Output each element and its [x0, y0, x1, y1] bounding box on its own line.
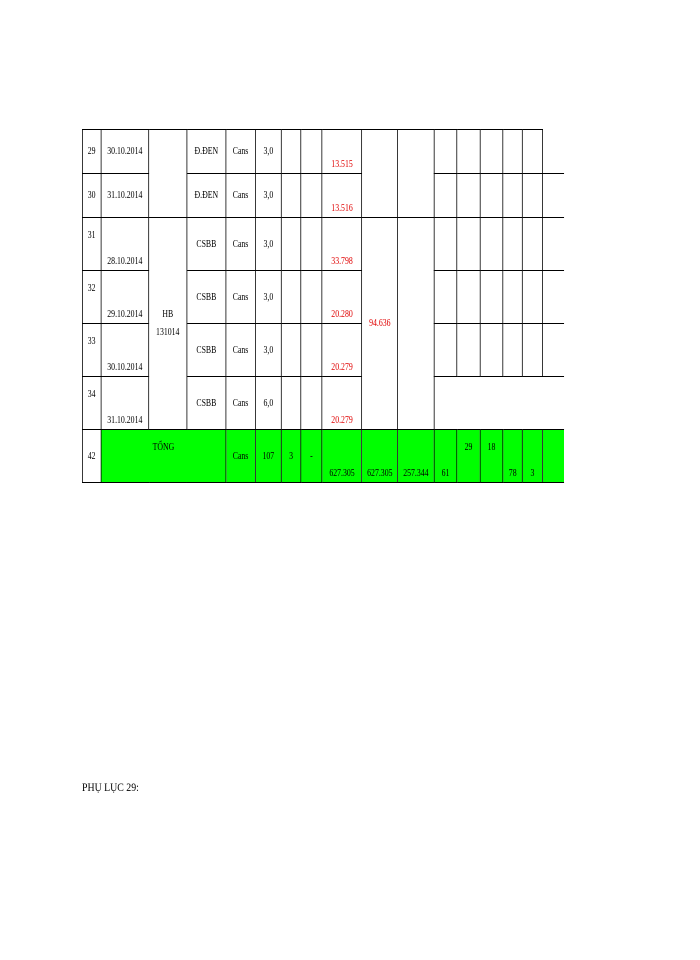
row-qty: 3,0 — [255, 174, 281, 218]
empty-cell — [282, 130, 301, 174]
empty-cell — [522, 271, 542, 324]
total-unit: Cans — [226, 430, 255, 483]
empty-cell — [522, 174, 542, 218]
empty-cell — [457, 218, 480, 271]
total-col7: 3 — [282, 430, 301, 483]
empty-cell — [434, 377, 457, 430]
row-qty: 3,0 — [255, 130, 281, 174]
empty-cell — [522, 324, 542, 377]
total-label: TỔNG — [101, 430, 226, 483]
total-col11: 257.344 — [398, 430, 434, 483]
empty-cell — [543, 377, 565, 430]
batch-cell — [149, 130, 187, 218]
row-amount: 13.515 — [322, 130, 362, 174]
row-unit: Cans — [226, 324, 255, 377]
row-number: 33 — [82, 324, 101, 377]
empty-cell — [522, 130, 542, 174]
row-unit: Cans — [226, 174, 255, 218]
row-amount: 13.516 — [322, 174, 362, 218]
row-date: 30.10.2014 — [101, 324, 149, 377]
table-row — [82, 218, 564, 271]
total-col10: 627.305 — [362, 430, 398, 483]
row-product: CSBB — [187, 377, 226, 430]
table-row — [82, 130, 564, 174]
empty-cell — [503, 218, 523, 271]
empty-cell — [503, 130, 523, 174]
empty-cell — [301, 377, 323, 430]
empty-cell — [457, 324, 480, 377]
row-amount: 20.279 — [322, 324, 362, 377]
total-col15: 78 — [503, 430, 523, 483]
row-date: 31.10.2014 — [101, 377, 149, 430]
empty-cell — [522, 377, 542, 430]
row-number: 30 — [82, 174, 101, 218]
row-unit: Cans — [226, 218, 255, 271]
row-qty: 3,0 — [255, 218, 281, 271]
row-product: CSBB — [187, 218, 226, 271]
row-amount: 33.798 — [322, 218, 362, 271]
row-unit: Cans — [226, 130, 255, 174]
empty-cell — [457, 271, 480, 324]
empty-cell — [282, 218, 301, 271]
row-date: 31.10.2014 — [101, 174, 149, 218]
empty-cell — [480, 174, 503, 218]
total-col16: 3 — [522, 430, 542, 483]
empty-cell — [434, 324, 457, 377]
empty-cell — [503, 271, 523, 324]
empty-cell — [543, 174, 565, 218]
empty-cell — [282, 377, 301, 430]
row-product: Đ.ĐEN — [187, 174, 226, 218]
empty-cell — [543, 324, 565, 377]
total-col8: - — [301, 430, 323, 483]
empty-cell — [301, 218, 323, 271]
empty-cell — [301, 174, 323, 218]
empty-cell — [457, 130, 480, 174]
row-qty: 6,0 — [255, 377, 281, 430]
empty-cell — [503, 377, 523, 430]
empty-cell — [543, 430, 565, 483]
empty-cell — [301, 324, 323, 377]
empty-cell — [434, 218, 457, 271]
row-date: 30.10.2014 — [101, 130, 149, 174]
total-qty: 107 — [255, 430, 281, 483]
total-col13: 29 — [457, 430, 480, 483]
batch-subtotal: 94.636 — [362, 218, 398, 430]
row-date: 29.10.2014 — [101, 271, 149, 324]
row-number: 34 — [82, 377, 101, 430]
empty-cell — [301, 271, 323, 324]
row-unit: Cans — [226, 377, 255, 430]
total-col14: 18 — [480, 430, 503, 483]
row-unit: Cans — [226, 271, 255, 324]
empty-cell — [480, 377, 503, 430]
row-number: 31 — [82, 218, 101, 271]
empty-cell — [282, 174, 301, 218]
data-table — [82, 129, 564, 483]
row-product: CSBB — [187, 324, 226, 377]
empty-cell — [480, 324, 503, 377]
empty-cell — [480, 271, 503, 324]
empty-cell — [457, 174, 480, 218]
empty-cell — [522, 218, 542, 271]
empty-cell — [543, 130, 565, 174]
row-amount: 20.280 — [322, 271, 362, 324]
empty-cell — [282, 271, 301, 324]
empty-cell — [543, 218, 565, 271]
empty-cell — [398, 130, 434, 218]
row-number: 29 — [82, 130, 101, 174]
empty-cell — [434, 130, 457, 174]
empty-cell — [480, 218, 503, 271]
empty-cell — [282, 324, 301, 377]
empty-cell — [457, 377, 480, 430]
appendix-label: PHỤ LỤC 29: — [82, 780, 139, 794]
batch-label: HB 131014 — [149, 218, 187, 430]
row-qty: 3,0 — [255, 324, 281, 377]
empty-cell — [398, 218, 434, 430]
empty-cell — [434, 271, 457, 324]
empty-cell — [503, 174, 523, 218]
row-product: CSBB — [187, 271, 226, 324]
empty-cell — [503, 324, 523, 377]
row-date: 28.10.2014 — [101, 218, 149, 271]
row-qty: 3,0 — [255, 271, 281, 324]
empty-cell — [480, 130, 503, 174]
subtotal-cell — [362, 130, 398, 218]
total-number: 42 — [82, 430, 101, 483]
empty-cell — [543, 271, 565, 324]
total-amount: 627.305 — [322, 430, 362, 483]
row-number: 32 — [82, 271, 101, 324]
empty-cell — [434, 174, 457, 218]
total-row — [82, 430, 564, 483]
row-amount: 20.279 — [322, 377, 362, 430]
total-col12: 61 — [434, 430, 457, 483]
row-product: Đ.ĐEN — [187, 130, 226, 174]
empty-cell — [301, 130, 323, 174]
